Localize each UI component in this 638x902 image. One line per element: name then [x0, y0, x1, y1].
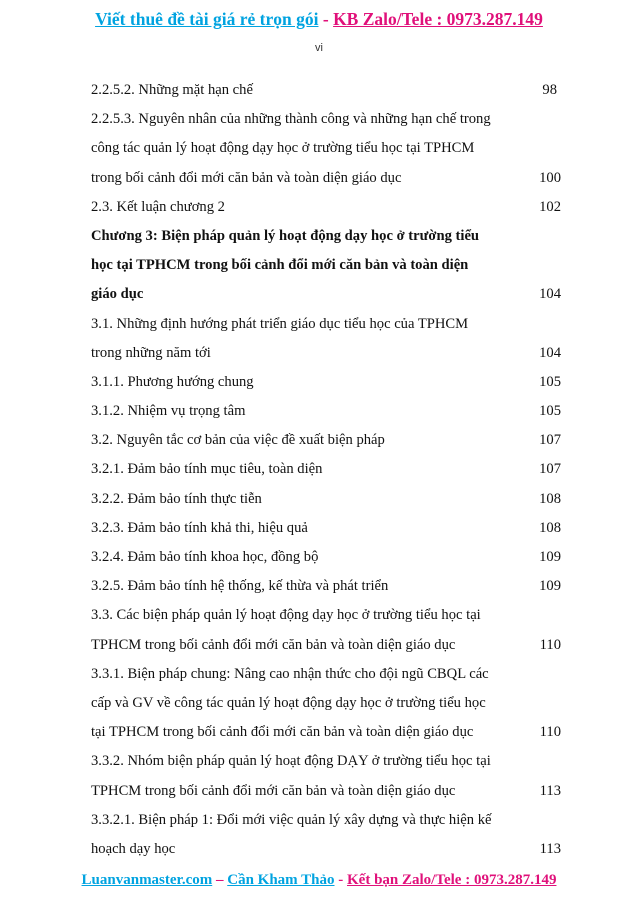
toc-page-number: 102 [539, 198, 561, 215]
toc-entry[interactable] [91, 572, 561, 601]
toc-page-number: 100 [539, 169, 561, 186]
toc-page-number: 110 [539, 724, 561, 741]
toc-page-number: 108 [539, 490, 561, 507]
toc-entry-text: 3.2.3. Đảm bảo tính khả thi, hiệu quả [91, 519, 308, 536]
toc-page-number: 107 [539, 432, 561, 449]
page-footer [0, 870, 638, 890]
toc-entry[interactable] [91, 514, 561, 543]
toc-page-number: 105 [539, 373, 561, 390]
toc-entry-text: hoạch dạy học [91, 840, 176, 857]
toc-page-number: 107 [539, 461, 561, 478]
page-header [0, 8, 638, 30]
toc-entry-text: 3.2.4. Đảm bảo tính khoa học, đồng bộ [91, 549, 319, 565]
toc-entry-text: TPHCM trong bối cảnh đổi mới căn bản và toàn diện giáo dục [91, 636, 456, 653]
toc-entry-text: công tác quản lý hoạt động dạy học ở trường tiểu học tại TPHCM [91, 140, 475, 157]
toc-entry-text: 2.2.5.2. Những mặt hạn chế [91, 82, 253, 98]
toc-entry-text: 3.2.2. Đảm bảo tính thực tiễn [91, 490, 262, 507]
toc-entry-text: trong bối cảnh đổi mới căn bản và toàn diện giáo dục [91, 169, 402, 186]
toc-entry[interactable] [91, 397, 561, 426]
header-contact-link[interactable]: KB Zalo/Tele : 0973.287.149 [333, 9, 543, 29]
toc-entry-text: tại TPHCM trong bối cảnh đổi mới căn bản và toàn diện giáo dục [91, 724, 474, 741]
toc-entry-text: 3.1. Những định hướng phát triển giáo dục tiểu học của TPHCM [91, 315, 469, 332]
toc-entry-text: 3.2. Nguyên tắc cơ bản của việc đề xuất biện pháp [91, 432, 385, 449]
toc-entry-text: 3.2.1. Đảm bảo tính mục tiêu, toàn diện [91, 461, 323, 478]
toc-entry[interactable] [91, 193, 561, 222]
toc-entry-text: trong những năm tới [91, 344, 211, 361]
toc-entry-text: 3.3.2.1. Biện pháp 1: Đổi mới việc quản lý xây dựng và thực hiện kế [91, 811, 492, 828]
toc-page-number: 108 [539, 519, 561, 536]
toc-entry-text: giáo dục [91, 286, 144, 303]
toc-page-number: 113 [539, 840, 561, 857]
toc-page-number: 105 [539, 403, 561, 420]
toc-entry-text: 3.3.1. Biện pháp chung: Nâng cao nhận thức cho đội ngũ CBQL các [91, 665, 489, 682]
header-separator: - [318, 9, 334, 29]
header-service-link[interactable]: Viết thuê đề tài giá rẻ trọn gói [95, 9, 319, 29]
toc-page-number: 104 [539, 344, 561, 361]
toc-entry[interactable] [91, 105, 561, 193]
table-of-contents [91, 76, 561, 864]
footer-name-link[interactable]: Cần Kham Thảo [227, 872, 335, 888]
toc-entry[interactable] [91, 426, 561, 455]
toc-entry-text: 3.3.2. Nhóm biện pháp quản lý hoạt động DẠY ở trường tiểu học tại [91, 753, 491, 770]
footer-contact-link[interactable]: Kết bạn Zalo/Tele : 0973.287.149 [347, 872, 557, 888]
toc-page-number: 98 [542, 82, 557, 98]
toc-entry[interactable] [91, 310, 561, 368]
toc-entry[interactable] [91, 660, 561, 748]
toc-entry[interactable] [91, 543, 561, 572]
toc-entry-text: 3.1.1. Phương hướng chung [91, 373, 254, 390]
toc-entry[interactable] [91, 747, 561, 805]
toc-entry[interactable] [91, 806, 561, 864]
toc-entry[interactable] [91, 455, 561, 484]
toc-entry[interactable] [91, 485, 561, 514]
toc-page-number: 110 [539, 636, 561, 653]
toc-entry-text: 3.1.2. Nhiệm vụ trọng tâm [91, 403, 246, 420]
toc-entry[interactable] [91, 76, 561, 105]
toc-entry-text: TPHCM trong bối cảnh đổi mới căn bản và toàn diện giáo dục [91, 782, 456, 799]
toc-entry[interactable] [91, 601, 561, 659]
toc-entry-text: học tại TPHCM trong bối cảnh đổi mới căn bản và toàn diện [91, 257, 469, 274]
toc-page-number: 109 [539, 549, 561, 565]
toc-entry-text: cấp và GV về công tác quản lý hoạt động dạy học ở trường tiểu học [91, 694, 486, 711]
footer-separator: – [212, 872, 228, 888]
footer-site-link[interactable]: Luanvanmaster.com [81, 872, 213, 888]
toc-entry-text: 3.2.5. Đảm bảo tính hệ thống, kế thừa và phát triển [91, 578, 389, 595]
footer-separator: - [334, 872, 347, 888]
page-number: vi [315, 42, 323, 54]
toc-entry[interactable] [91, 222, 561, 310]
toc-entry[interactable] [91, 368, 561, 397]
toc-entry-text: Chương 3: Biện pháp quản lý hoạt động dạy học ở trường tiểu [91, 227, 480, 244]
toc-page-number: 109 [539, 578, 561, 595]
toc-page-number: 113 [539, 782, 561, 799]
toc-page-number: 104 [539, 286, 561, 303]
toc-entry-text: 2.2.5.3. Nguyên nhân của những thành công và những hạn chế trong [91, 111, 491, 128]
toc-entry-text: 2.3. Kết luận chương 2 [91, 198, 225, 215]
toc-entry-text: 3.3. Các biện pháp quản lý hoạt động dạy học ở trường tiểu học tại [91, 607, 481, 624]
